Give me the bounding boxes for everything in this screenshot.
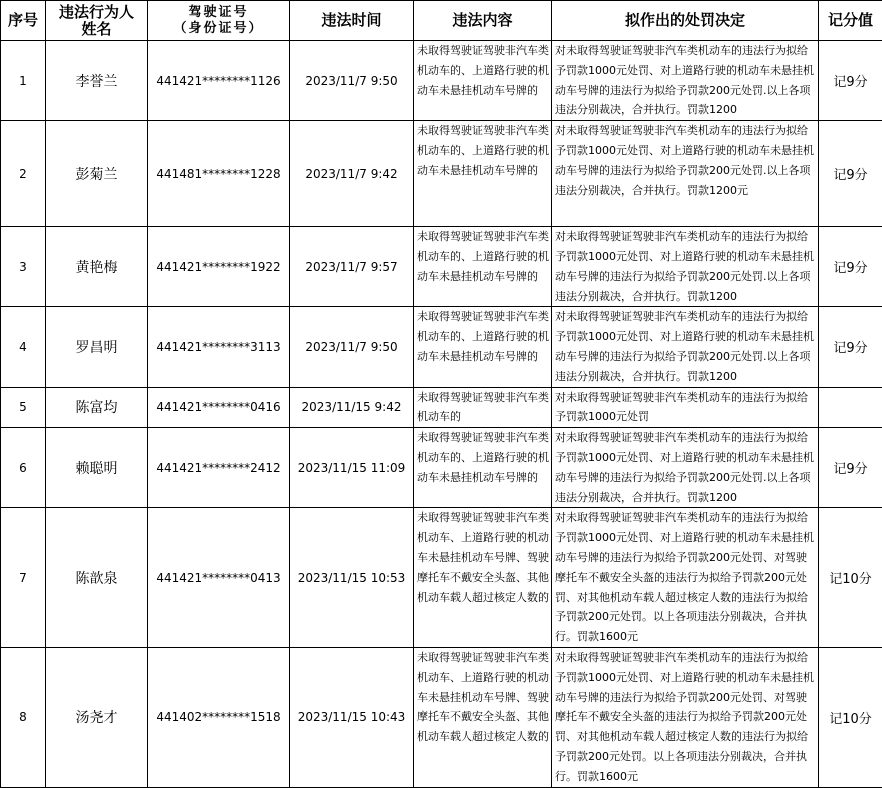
table-row [1, 508, 882, 648]
cell-points: 记9分 [819, 307, 882, 387]
cell-seq: 8 [1, 647, 46, 787]
cell-points: 记9分 [819, 41, 882, 121]
cell-seq: 1 [1, 41, 46, 121]
cell-seq: 7 [1, 508, 46, 648]
cell-id: 441402********1518 [148, 647, 290, 787]
cell-id: 441421********0413 [148, 508, 290, 648]
cell-content: 未取得驾驶证驾驶非汽车类机动车的 [414, 387, 552, 428]
cell-name: 陈富均 [46, 387, 148, 428]
cell-decision: 对未取得驾驶证驾驶非汽车类机动车的违法行为拟给予罚款1000元处罚、对上道路行驶的机动车未悬挂机动车号牌的违法行为拟给予罚款200元处罚.以上各项违法分别裁决，合并执行。罚款1200 [552, 227, 819, 307]
cell-time: 2023/11/15 9:42 [290, 387, 414, 428]
cell-decision: 对未取得驾驶证驾驶非汽车类机动车的违法行为拟给予罚款1000元处罚、对上道路行驶的机动车未悬挂机动车号牌的违法行为拟给予罚款200元处罚.以上各项违法分别裁决，合并执行。罚款1200元 [552, 121, 819, 227]
table-row [1, 387, 882, 428]
table-row [1, 227, 882, 307]
cell-name: 赖聪明 [46, 428, 148, 508]
cell-points: 记9分 [819, 121, 882, 227]
cell-content: 未取得驾驶证驾驶非汽车类机动车的、上道路行驶的机动车未悬挂机动车号牌的 [414, 307, 552, 387]
cell-time: 2023/11/7 9:57 [290, 227, 414, 307]
cell-content: 未取得驾驶证驾驶非汽车类机动车的、上道路行驶的机动车未悬挂机动车号牌的 [414, 41, 552, 121]
cell-id: 441421********3113 [148, 307, 290, 387]
cell-name: 李誉兰 [46, 41, 148, 121]
cell-content: 未取得驾驶证驾驶非汽车类机动车、上道路行驶的机动车未悬挂机动车号牌、驾驶摩托车不戴安全头盔、其他机动车载人超过核定人数的 [414, 508, 552, 648]
header-row [1, 1, 882, 41]
header-content: 违法内容 [414, 1, 552, 41]
header-license-line1: 驾驶证号 [188, 5, 248, 20]
header-name [46, 1, 148, 41]
cell-seq: 3 [1, 227, 46, 307]
header-decision: 拟作出的处罚决定 [552, 1, 819, 41]
cell-decision: 对未取得驾驶证驾驶非汽车类机动车的违法行为拟给予罚款1000元处罚、对上道路行驶的机动车未悬挂机动车号牌的违法行为拟给予罚款200元处罚、对驾驶摩托车不戴安全头盔的违法行为拟给予罚款200元处罚、对其他机动车载人超过核定人数的违法行为拟给予罚款200元处罚。以上各项违法分别裁决，合并执行。罚款1600元 [552, 647, 819, 787]
table-row [1, 428, 882, 508]
cell-seq: 6 [1, 428, 46, 508]
table-row [1, 121, 882, 227]
cell-decision: 对未取得驾驶证驾驶非汽车类机动车的违法行为拟给予罚款1000元处罚 [552, 387, 819, 428]
cell-decision: 对未取得驾驶证驾驶非汽车类机动车的违法行为拟给予罚款1000元处罚、对上道路行驶的机动车未悬挂机动车号牌的违法行为拟给予罚款200元处罚.以上各项违法分别裁决，合并执行。罚款1200 [552, 307, 819, 387]
table-row [1, 307, 882, 387]
cell-time: 2023/11/7 9:50 [290, 41, 414, 121]
table-row [1, 41, 882, 121]
cell-name: 罗昌明 [46, 307, 148, 387]
table-row [1, 647, 882, 787]
cell-points: 记10分 [819, 508, 882, 648]
header-name-line2: 姓名 [81, 20, 111, 38]
header-license [148, 1, 290, 41]
cell-id: 441481********1228 [148, 121, 290, 227]
header-seq: 序号 [1, 1, 46, 41]
header-name-line1: 违法行为人 [59, 3, 134, 21]
cell-content: 未取得驾驶证驾驶非汽车类机动车的、上道路行驶的机动车未悬挂机动车号牌的 [414, 227, 552, 307]
cell-id: 441421********1126 [148, 41, 290, 121]
cell-time: 2023/11/15 11:09 [290, 428, 414, 508]
cell-points: 记10分 [819, 647, 882, 787]
cell-name: 汤尧才 [46, 647, 148, 787]
cell-decision: 对未取得驾驶证驾驶非汽车类机动车的违法行为拟给予罚款1000元处罚、对上道路行驶的机动车未悬挂机动车号牌的违法行为拟给予罚款200元处罚.以上各项违法分别裁决，合并执行。罚款1200 [552, 428, 819, 508]
cell-time: 2023/11/15 10:53 [290, 508, 414, 648]
cell-id: 441421********0416 [148, 387, 290, 428]
cell-content: 未取得驾驶证驾驶非汽车类机动车、上道路行驶的机动车未悬挂机动车号牌、驾驶摩托车不戴安全头盔、其他机动车载人超过核定人数的 [414, 647, 552, 787]
header-license-line2: （身份证号） [173, 21, 263, 36]
cell-points [819, 387, 882, 428]
header-points: 记分值 [819, 1, 882, 41]
cell-seq: 2 [1, 121, 46, 227]
cell-points: 记9分 [819, 428, 882, 508]
header-time: 违法时间 [290, 1, 414, 41]
cell-time: 2023/11/7 9:50 [290, 307, 414, 387]
cell-decision: 对未取得驾驶证驾驶非汽车类机动车的违法行为拟给予罚款1000元处罚、对上道路行驶的机动车未悬挂机动车号牌的违法行为拟给予罚款200元处罚、对驾驶摩托车不戴安全头盔的违法行为拟给予罚款200元处罚、对其他机动车载人超过核定人数的违法行为拟给予罚款200元处罚。以上各项违法分别裁决，合并执行。罚款1600元 [552, 508, 819, 648]
cell-id: 441421********2412 [148, 428, 290, 508]
cell-name: 黄艳梅 [46, 227, 148, 307]
cell-time: 2023/11/7 9:42 [290, 121, 414, 227]
cell-decision: 对未取得驾驶证驾驶非汽车类机动车的违法行为拟给予罚款1000元处罚、对上道路行驶的机动车未悬挂机动车号牌的违法行为拟给予罚款200元处罚.以上各项违法分别裁决，合并执行。罚款1200 [552, 41, 819, 121]
cell-content: 未取得驾驶证驾驶非汽车类机动车的、上道路行驶的机动车未悬挂机动车号牌的 [414, 121, 552, 227]
cell-name: 彭菊兰 [46, 121, 148, 227]
cell-points: 记9分 [819, 227, 882, 307]
cell-seq: 4 [1, 307, 46, 387]
cell-id: 441421********1922 [148, 227, 290, 307]
cell-content: 未取得驾驶证驾驶非汽车类机动车的、上道路行驶的机动车未悬挂机动车号牌的 [414, 428, 552, 508]
cell-seq: 5 [1, 387, 46, 428]
cell-time: 2023/11/15 10:43 [290, 647, 414, 787]
cell-name: 陈歆泉 [46, 508, 148, 648]
